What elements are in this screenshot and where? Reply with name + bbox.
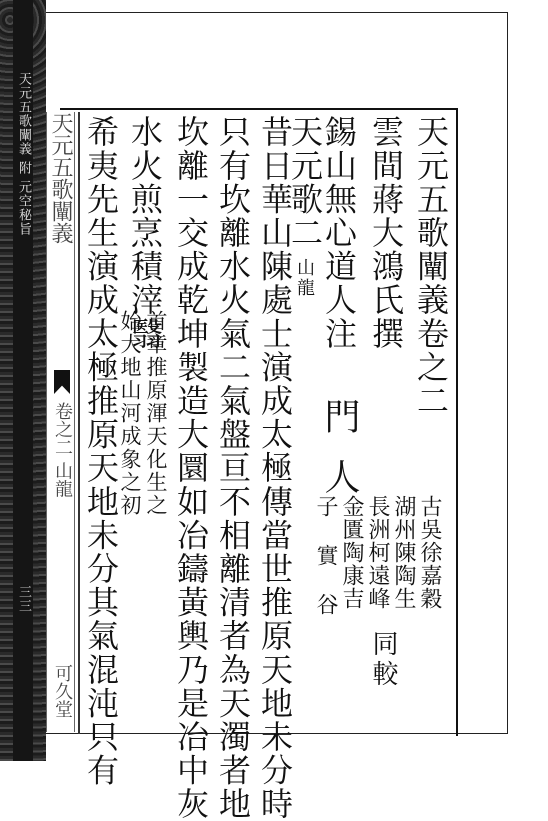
edge-title-fragment: 天元五歌闡義 — [48, 112, 73, 244]
chapter-subtitle: 山龍 — [294, 258, 315, 298]
collation-label: 同較 — [368, 630, 398, 690]
page-frame-top — [46, 12, 508, 13]
print-block-right-border — [456, 108, 458, 736]
body-column-5: 希夷先生演成太極推原天地未分其氣混沌只有 — [82, 115, 120, 787]
page-frame-right — [507, 12, 508, 734]
binding-spine — [0, 0, 46, 761]
spine-title: 天元五歌闡義 附 元空秘旨 — [16, 72, 31, 237]
edge-publisher-fragment: 可久堂 — [52, 664, 73, 718]
disciple-name: 子 實 谷 — [313, 495, 338, 616]
disciple-name: 金匱陶康吉 — [339, 495, 364, 610]
commentary-note-line: 始大地山河成象之初 — [118, 310, 142, 517]
print-block-left-border — [78, 112, 80, 734]
disciples-list — [312, 495, 442, 616]
book-title: 天元五歌闡義卷之二 — [412, 115, 450, 418]
edge-chapter-fragment: 卷之二 山龍 — [52, 402, 73, 498]
spine-page-number: 三三 — [16, 585, 31, 613]
body-column-4-main: 水火煎烹積滓翳 — [126, 115, 164, 351]
print-block-top-border — [60, 108, 458, 110]
chapter-title: 天元歌二 — [286, 115, 324, 250]
commentary-note — [118, 310, 168, 517]
body-column-1: 昔日華山陳處士演成太極傳當世推原天地未分時 — [256, 115, 294, 821]
edge-rule — [74, 112, 75, 732]
binding-edge-column — [44, 112, 76, 732]
disciple-name: 湖州陳陶生 — [391, 495, 416, 610]
disciple-name: 古吳徐嘉穀 — [417, 495, 442, 610]
disciples-label: 門人 — [319, 398, 360, 518]
disciple-name: 長洲柯遠峰 — [365, 495, 390, 610]
author-line: 雲間蔣大鴻氏撰 — [367, 115, 405, 351]
body-column-2: 只有坎離水火氣二氣盤亘不相離清者為天濁者地 — [214, 115, 252, 821]
body-column-3: 坎離一交成乾坤製造大圜如冶鑄黃輿乃是冶中灰 — [172, 115, 210, 821]
fish-tail-mark — [54, 370, 70, 394]
commentary-note-line: 首章推原渾天化生之 — [144, 310, 168, 517]
commentator-line: 錫山無心道人注 — [320, 115, 358, 351]
